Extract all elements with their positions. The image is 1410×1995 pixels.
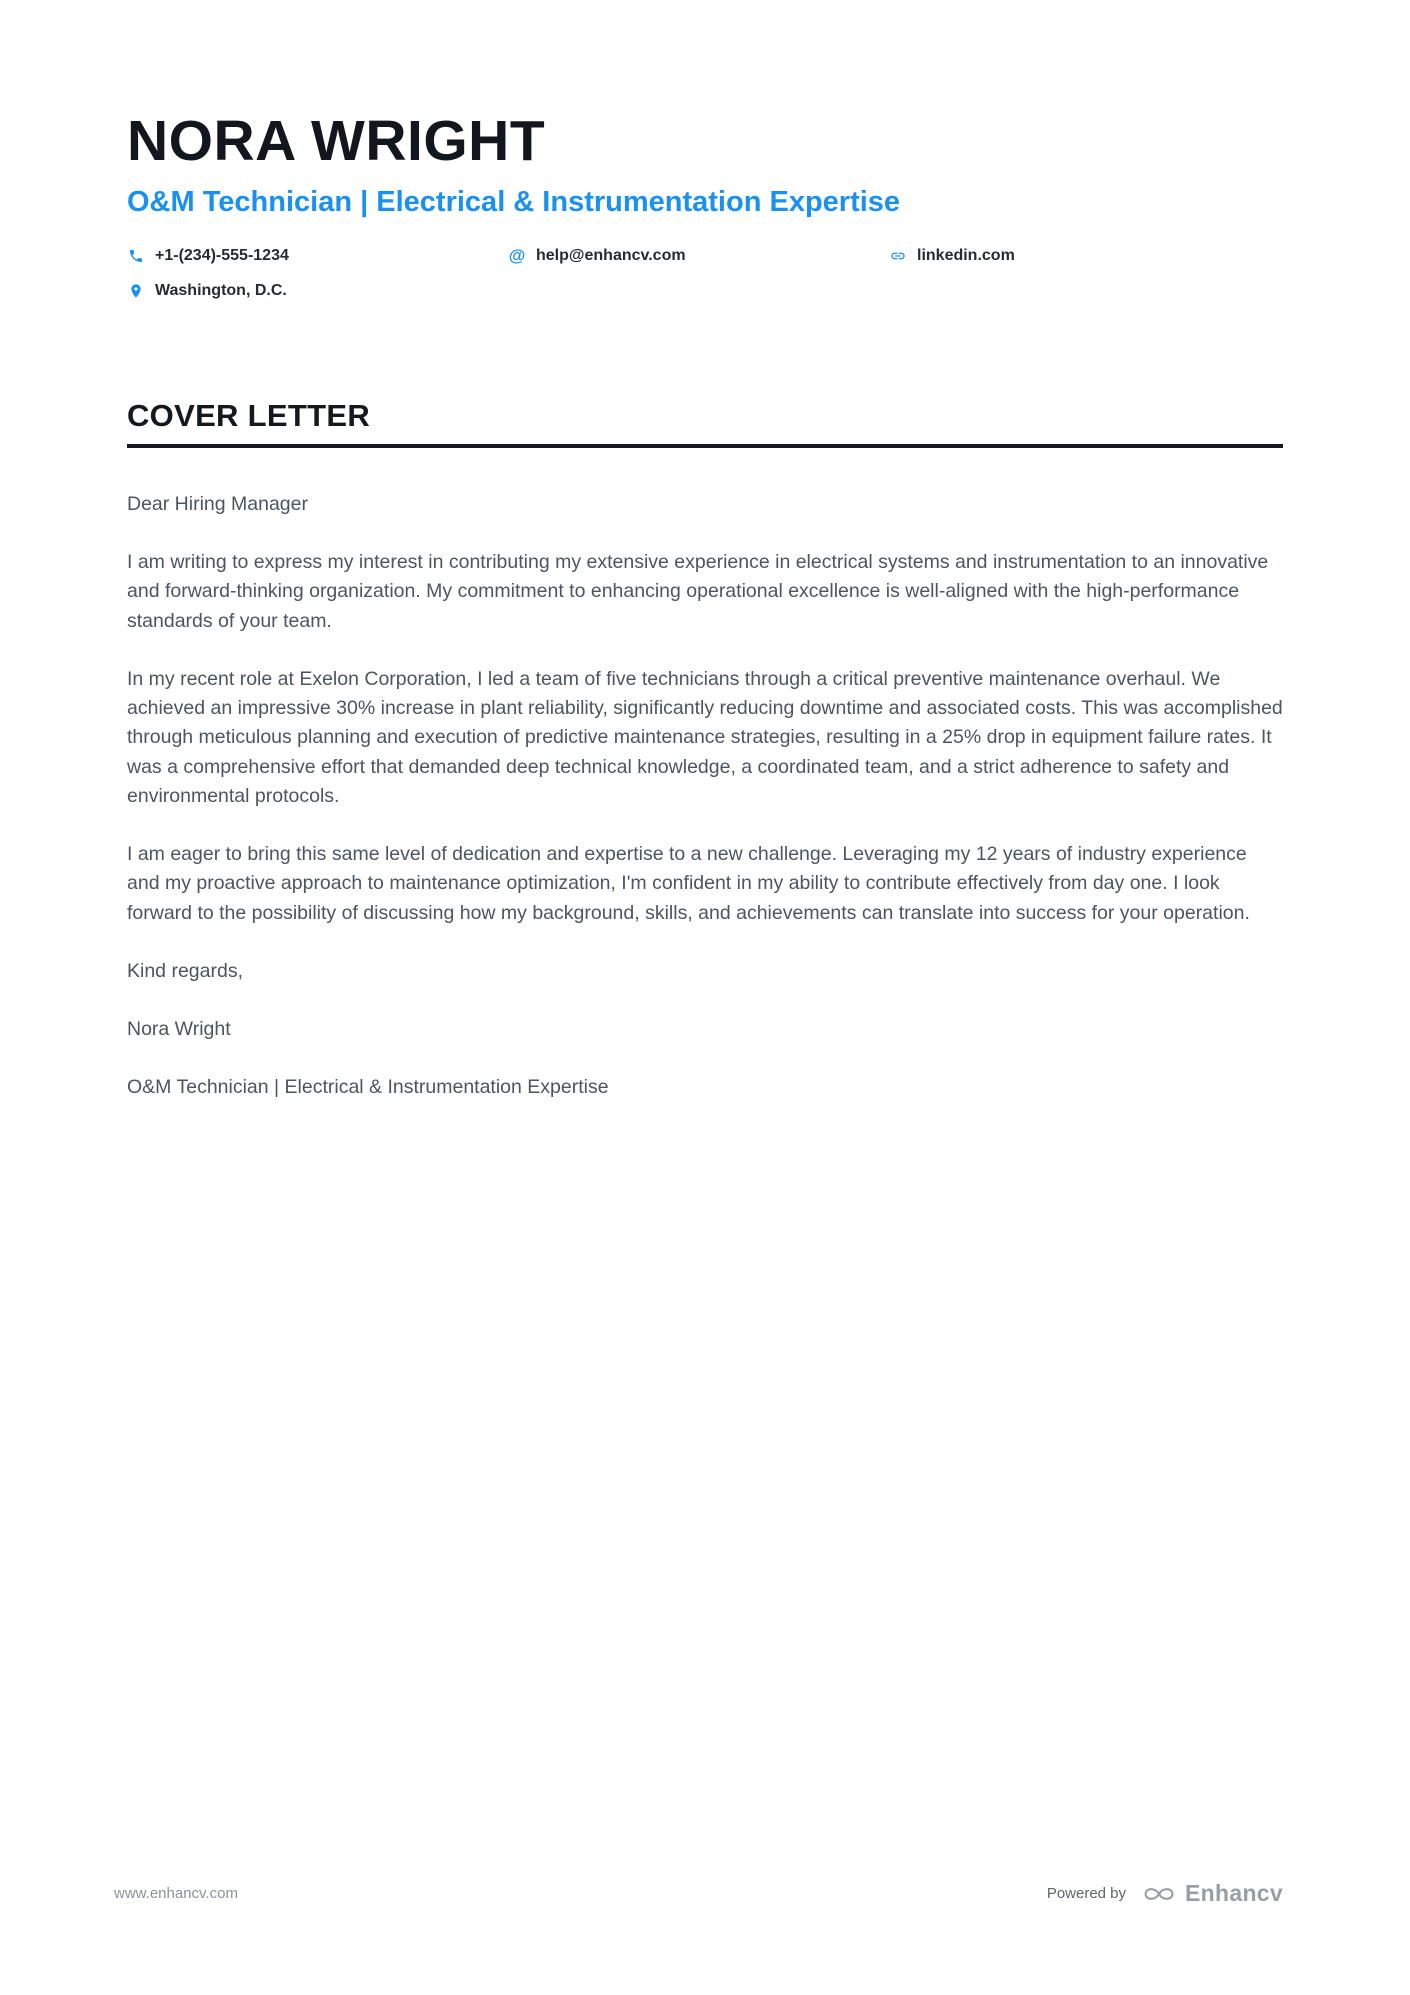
letter-paragraph: In my recent role at Exelon Corporation, I led a team of five technicians through a critical preventive maintenance overhaul. We achieved an impressive 30% increase in plant reliability, significantly reducing downtime and associated costs. This was accomplished through meticulous planning and execution of predictive maintenance strategies, resulting in a 25% drop in equipment failure rates. It was a comprehensive effort that demanded deep technical knowledge, a coordinated team, and a strict adherence to safety and environmental protocols. — [127, 667, 1283, 807]
letter-closing: Kind regards, — [127, 959, 243, 982]
email-address: help@enhancv.com — [536, 246, 686, 264]
contact-row-location — [127, 282, 1283, 300]
letter-signature-title: O&M Technician | Electrical & Instrumentation Expertise — [127, 1076, 609, 1099]
letter-body — [127, 490, 1283, 1103]
job-title: O&M Technician | Electrical & Instrumentation Expertise — [127, 185, 901, 218]
link-icon — [889, 247, 907, 265]
at-icon: @ — [508, 246, 526, 266]
enhancv-logo-icon — [1142, 1883, 1176, 1905]
enhancv-brand-link[interactable] — [1142, 1880, 1283, 1907]
phone-number: +1-(234)-555-1234 — [155, 246, 289, 264]
contact-row — [127, 247, 1283, 265]
contact-email[interactable] — [508, 247, 889, 265]
contact-location — [127, 282, 287, 300]
salutation: Dear Hiring Manager — [127, 492, 308, 515]
page-footer — [114, 1880, 1283, 1907]
footer-website-link[interactable]: www.enhancv.com — [114, 1885, 238, 1902]
powered-by-block — [1047, 1880, 1283, 1907]
linkedin-link: linkedin.com — [917, 246, 1015, 264]
person-name: NORA WRIGHT — [127, 109, 546, 173]
letter-paragraph: I am writing to express my interest in contributing my extensive experience in electrical systems and instrumentation to an innovative and forward-thinking organization. My commitment to enhancing operational excellence is well-aligned with the high-performance standards of your team. — [127, 551, 1269, 632]
contact-linkedin[interactable] — [889, 247, 1015, 265]
location-pin-icon — [127, 282, 145, 300]
powered-by-label: Powered by — [1046, 1885, 1127, 1902]
letter-paragraph: I am eager to bring this same level of dedication and expertise to a new challenge. Leveraging my 12 years of industry experience and my proactive approach to maintenance optimization, I'm confident in my ability to contribute effectively from day one. I look forward to the possibility of discussing how my background, skills, and achievements can translate into success for your operation. — [127, 843, 1250, 924]
section-heading-cover-letter: COVER LETTER — [127, 398, 1283, 448]
location-text: Washington, D.C. — [155, 281, 287, 299]
enhancv-brand-name: Enhancv — [1185, 1880, 1283, 1906]
phone-icon — [127, 247, 145, 265]
letter-signature: Nora Wright — [127, 1018, 231, 1041]
contact-phone[interactable] — [127, 247, 508, 265]
